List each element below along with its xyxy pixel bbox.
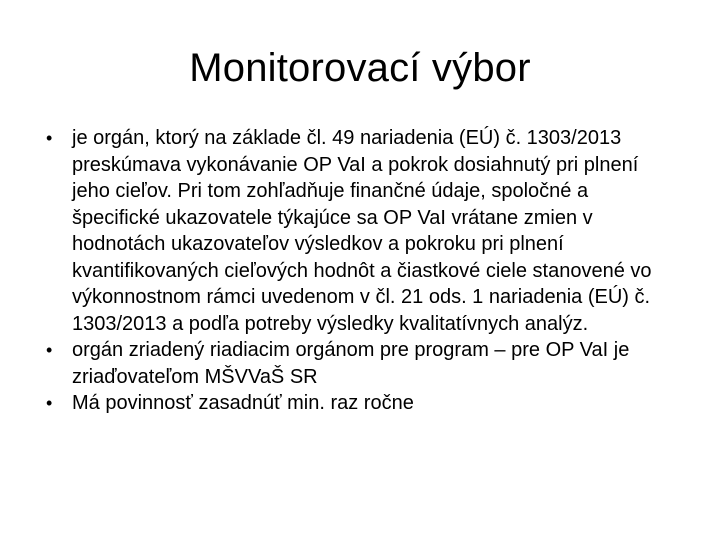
bullet-item-2	[46, 337, 676, 390]
bullet-text-1: je orgán, ktorý na základe čl. 49 nariadenia (EÚ) č. 1303/2013 preskúmava vykonávanie OP VaI a pokrok dosiahnutý pri plnení jeho cieľov. Pri tom zohľadňuje finančné údaje, spoločné a špecifické ukazovatele týkajúce sa OP VaI vrátane zmien v hodnotách ukazovateľov výsledkov a pokroku pri plnení kvantifikovaných cieľových hodnôt a čiastkové ciele stanovené vo výkonnostnom rámci uvedenom v čl. 21 ods. 1 nariadenia (EÚ) č. 1303/2013 a podľa potreby výsledky kvalitatívnych analýz.	[72, 127, 652, 335]
bullet-icon: •	[46, 340, 53, 360]
bullet-icon: •	[46, 393, 53, 413]
bullet-item-3	[46, 390, 676, 417]
bullet-text-3: Má povinnosť zasadnúť min. raz ročne	[72, 392, 414, 414]
slide-title: Monitorovací výbor	[189, 46, 531, 90]
bullet-list	[46, 125, 676, 417]
bullet-item-1	[46, 125, 676, 337]
bullet-icon: •	[46, 128, 53, 148]
bullet-text-2: orgán zriadený riadiacim orgánom pre program – pre OP VaI je zriaďovateľom MŠVVaŠ SR	[72, 339, 630, 388]
